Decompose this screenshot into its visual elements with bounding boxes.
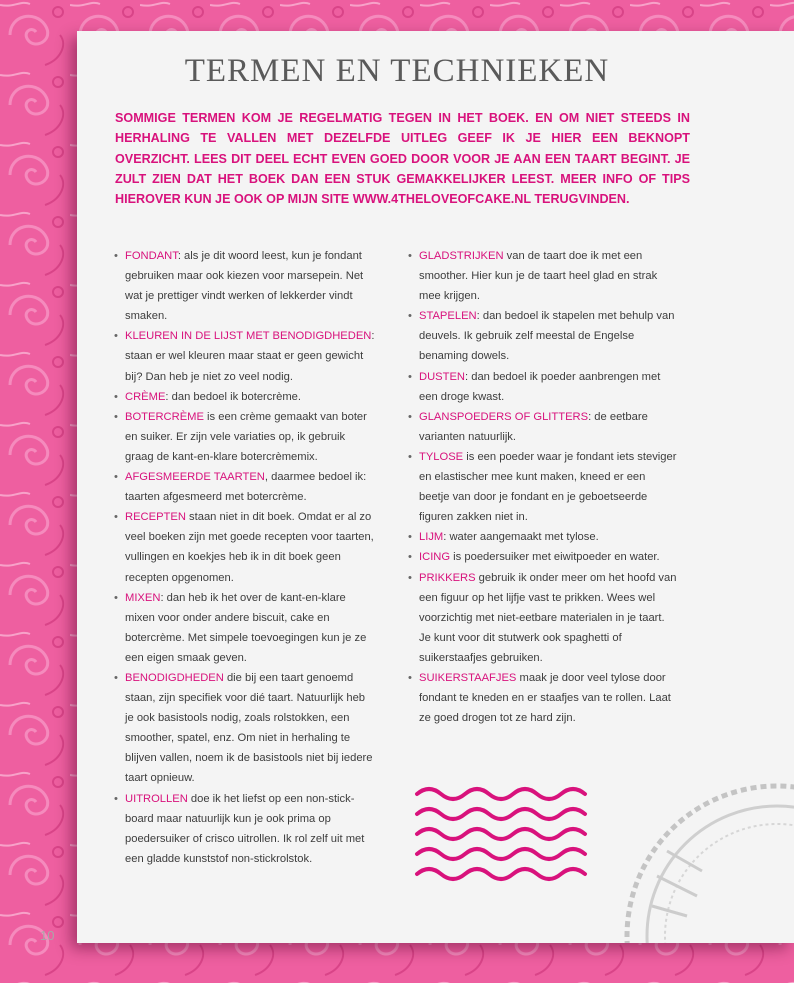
postmark-stamp-icon (587, 756, 794, 943)
term-text: : dan bedoel ik poeder aanbrengen met een droge kwast. (419, 370, 661, 403)
term-label: GLADSTRIJKEN (419, 250, 504, 262)
list-item (408, 568, 678, 668)
list-item (408, 246, 678, 306)
term-text: , daarmee bedoel ik: taarten afgesmeerd met botercrème. (125, 471, 367, 504)
term-label: CRÈME (125, 390, 166, 403)
term-label: DUSTEN (419, 370, 465, 383)
term-text: doe ik het liefst op een non-stick-board maar natuurlijk kun je ook prima op poedersuiker of crisco uitrollen. Ik rol zelf uit met een gladde kunststof non-stickrolstok. (125, 792, 365, 865)
list-item (114, 387, 376, 407)
term-label: RECEPTEN (125, 511, 186, 524)
term-text: : dan heb ik het over de kant-en-klare mixen voor onder andere biscuit, cake en botercrème. Met simpele toevoegingen kun je ze een eigen smaak geven. (125, 591, 367, 664)
list-item (408, 547, 678, 567)
term-label: GLANSPOEDERS OF GLITTERS (419, 410, 589, 423)
term-label: SUIKERSTAAFJES (419, 671, 517, 684)
term-label: BOTERCRÈME (125, 410, 204, 423)
term-label: FONDANT (125, 250, 178, 262)
term-text: : als je dit woord leest, kun je fondant gebruiken maar ook kiezen voor marsepein. Net wat je prettiger vindt werken of lekkerder vindt smaken. (125, 250, 364, 323)
list-item (114, 467, 376, 507)
terms-list-right (408, 246, 678, 728)
term-text: : dan bedoel ik stapelen met behulp van deuvels. Ik gebruik zelf meestal de Engelse benaming dowels. (419, 310, 675, 363)
list-item (408, 407, 678, 447)
term-text: staan niet in dit boek. Omdat er al zo veel boeken zijn met goede recepten voor taarten, vullingen en koekjes heb ik in dit boek geen recepten opgenomen. (125, 511, 374, 584)
page-sheet (77, 31, 794, 943)
list-item (114, 326, 376, 386)
list-item (114, 668, 376, 789)
term-label: TYLOSE (419, 450, 464, 463)
term-text: die bij een taart genoemd staan, zijn specifiek voor dié taart. Natuurlijk heb je ook basistools nodig, zoals rolstokken, een smoother, spatel, enz. Om niet in herhaling te blijven vallen, noem ik de basistools niet bij iedere taart opnieuw. (125, 671, 373, 785)
list-item (408, 447, 678, 527)
term-label: AFGESMEERDE TAARTEN (125, 471, 265, 484)
pink-wave-lines-icon (412, 779, 612, 899)
list-item (408, 306, 678, 366)
term-text: : dan bedoel ik botercrème. (165, 390, 301, 403)
term-label: STAPELEN (419, 310, 477, 323)
list-item (114, 507, 376, 587)
list-item (114, 789, 376, 869)
term-text: is een poeder waar je fondant iets steviger en elastischer mee kunt maken, kneed er een beetje van door je fondant en je geboetseerde figuren zakken niet in. (419, 450, 677, 524)
list-item (408, 527, 678, 547)
term-text: : staan er wel kleuren maar staat er geen gewicht bij? Dan heb je niet zo veel nodig. (125, 330, 375, 383)
list-item (114, 246, 376, 326)
term-label: MIXEN (125, 591, 161, 604)
term-text: van de taart doe ik met een smoother. Hier kun je de taart heel glad en strak mee krijgen. (419, 250, 658, 303)
list-item (114, 588, 376, 668)
list-item (114, 407, 376, 467)
term-text: is een crème gemaakt van boter en suiker. Er zijn vele variaties op, ik gebruik graag de kant-en-klare botercrèmemix. (125, 410, 367, 463)
intro-paragraph: SOMMIGE TERMEN KOM JE REGELMATIG TEGEN IN HET BOEK. EN OM NIET STEEDS IN HERHALING TE VALLEN MET DEZELFDE UITLEG GEEF IK JE HIER EEN BEKNOPT OVERZICHT. LEES DIT DEEL ECHT EVEN GOED DOOR VOOR JE AAN EEN TAART BEGINT. JE ZULT ZIEN DAT HET BOEK DAN EEN STUK GEMAKKELIJKER LEEST. MEER INFO OF TIPS HIEROVER KUN JE OOK OP MIJN SITE WWW.4THELOVEOFCAKE.NL TERUGVINDEN. (115, 111, 690, 207)
term-text: : water aangemaakt met tylose. (443, 531, 599, 544)
term-label: LIJM (419, 531, 444, 544)
terms-list-left (114, 246, 376, 869)
term-text: is poedersuiker met eiwitpoeder en water. (450, 551, 660, 564)
term-text: : de eetbare varianten natuurlijk. (419, 410, 648, 443)
term-label: KLEUREN IN DE LIJST MET BENODIGDHEDEN (125, 330, 372, 343)
term-text: maak je door veel tylose door fondant te kneden en er staafjes van te rollen. Laat ze goed drogen tot ze hard zijn. (419, 671, 671, 725)
term-label: PRIKKERS (419, 571, 476, 584)
term-label: ICING (419, 551, 451, 564)
page-title: TERMEN EN TECHNIEKEN (184, 53, 610, 89)
page-number: 10 (40, 928, 55, 943)
term-label: BENODIGDHEDEN (125, 671, 224, 684)
term-text: gebruik ik onder meer om het hoofd van een figuur op het lijfje vast te prikken. Wees wel voorzichtig met niet-eetbare materialen in je taart. Je kunt voor dit stutwerk ook spaghetti of suikerstaafjes gebruiken. (419, 571, 677, 664)
list-item (408, 668, 678, 728)
list-item (408, 367, 678, 407)
term-label: UITROLLEN (125, 792, 188, 805)
